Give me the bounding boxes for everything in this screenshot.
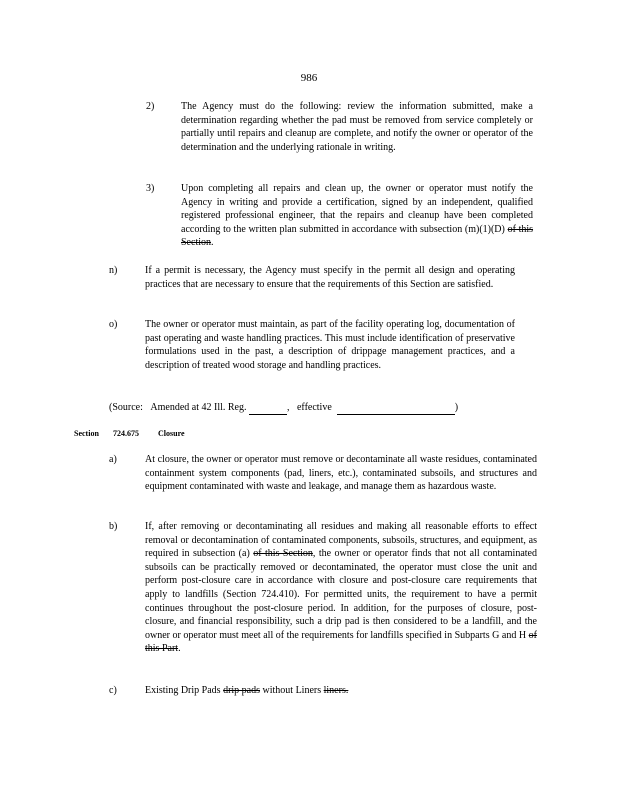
closure-a-text: At closure, the owner or operator must remove or decontaminate all waste residues, contaminated containment system components (pad, liners, etc.), contaminated subsoils, and structures and equipment contaminated with waste and leakage, and manage them as hazardous waste. [145,454,537,493]
paragraph-o-text: The owner or operator must maintain, as part of the facility operating log, documentation of past operating and waste handling practices. This must include identification of preservative formulations used in the past, a description of drippage management practices, and a description of treated wood storage and handling practices. [145,319,515,371]
source-note: (Source: Amended at 42 Ill. Reg. , effective ) [109,402,459,413]
item-label-o: o) [109,319,118,330]
paragraph-n-text: If a permit is necessary, the Agency must specify in the permit all design and operating practices that are necessary to ensure that the requirements of this Section are satisfied. [145,265,515,290]
struck-text: of this Section [181,223,534,249]
closure-c-text-2: without Liners [262,685,322,696]
struck-text: of this Part [145,629,538,655]
closure-b-text-2: , the owner or operator finds that not all contaminated subsoils can be practically removed or decontaminated, the operator must close the unit and perform post-closure care in accordance with closure and post-closure care requirements that apply to landfills (Section 724.410). For permitted units, the requirement to have a permit continues throughout the post-closure period. In addition, for the purposes of closure, post-closure, and financial responsibility, such a drip pad is then considered to be a landfill, and the owner or operator must meet all of the requirements for landfills specified in Subparts G and H [145,548,537,641]
closure-paragraph-b [145,520,537,656]
closure-b-text-1: If, after removing or decontaminating all residues and making all reasonable efforts to effect removal or decontamination of contaminated components, subsoils, structures, and equipment, as required in subsection (a) [145,521,537,560]
item-label-m3: 3) [146,183,155,194]
paragraph-m3-text: Upon completing all repairs and clean up, the owner or operator must notify the Agency in writing and provide a certification, signed by an independent, qualified registered professional engineer, that the repairs and cleanup have been completed according to the written plan submitted in accordance with subsection (m)(1)(D) [181,183,533,235]
section-word: Section [74,429,99,438]
item-label-m2: 2) [146,101,155,112]
closure-c-text-1: Existing Drip Pads [145,685,221,696]
paragraph-m3: Upon completing all repairs and clean up, the owner or operator must notify the Agency in writing and provide a certification, signed by an independent, qualified registered professional engineer, that the repairs and cleanup have been completed according to the written plan submitted in accordance with subsection (m)(1)(D) of this Section. [181,183,534,249]
item-label-n: n) [109,265,118,276]
source-close: ) [454,402,459,413]
source-amended: Amended at 42 Ill. Reg. [150,402,247,413]
effective-date-blank-line [337,400,455,415]
source-effective: effective [296,402,332,413]
struck-text: drip pads [223,685,261,696]
section-title: Closure [158,429,185,438]
closure-paragraph-c [145,684,537,698]
closure-label-c: c) [109,685,117,696]
struck-text: of this Section [253,548,313,560]
paragraph-m2 [181,100,533,154]
paragraph-n [145,264,515,291]
page-number: 986 [300,72,318,84]
source-open: (Source: [109,402,143,413]
struck-text: liners. [323,685,349,696]
paragraph-m2-text: The Agency must do the following: review the information submitted, make a determination regarding whether the pad must be removed from service completely or partially until repairs and cleanup are complete, and notify the owner or operator of the determination and the underlying rationale in writing. [181,101,533,153]
closure-label-b: b) [109,521,118,532]
paragraph-o [145,318,515,372]
closure-label-a: a) [109,454,117,465]
reg-blank-line [249,400,287,415]
closure-b-text-3: . [178,643,181,655]
closure-paragraph-a [145,453,537,494]
section-number: 724.675 [113,429,139,438]
